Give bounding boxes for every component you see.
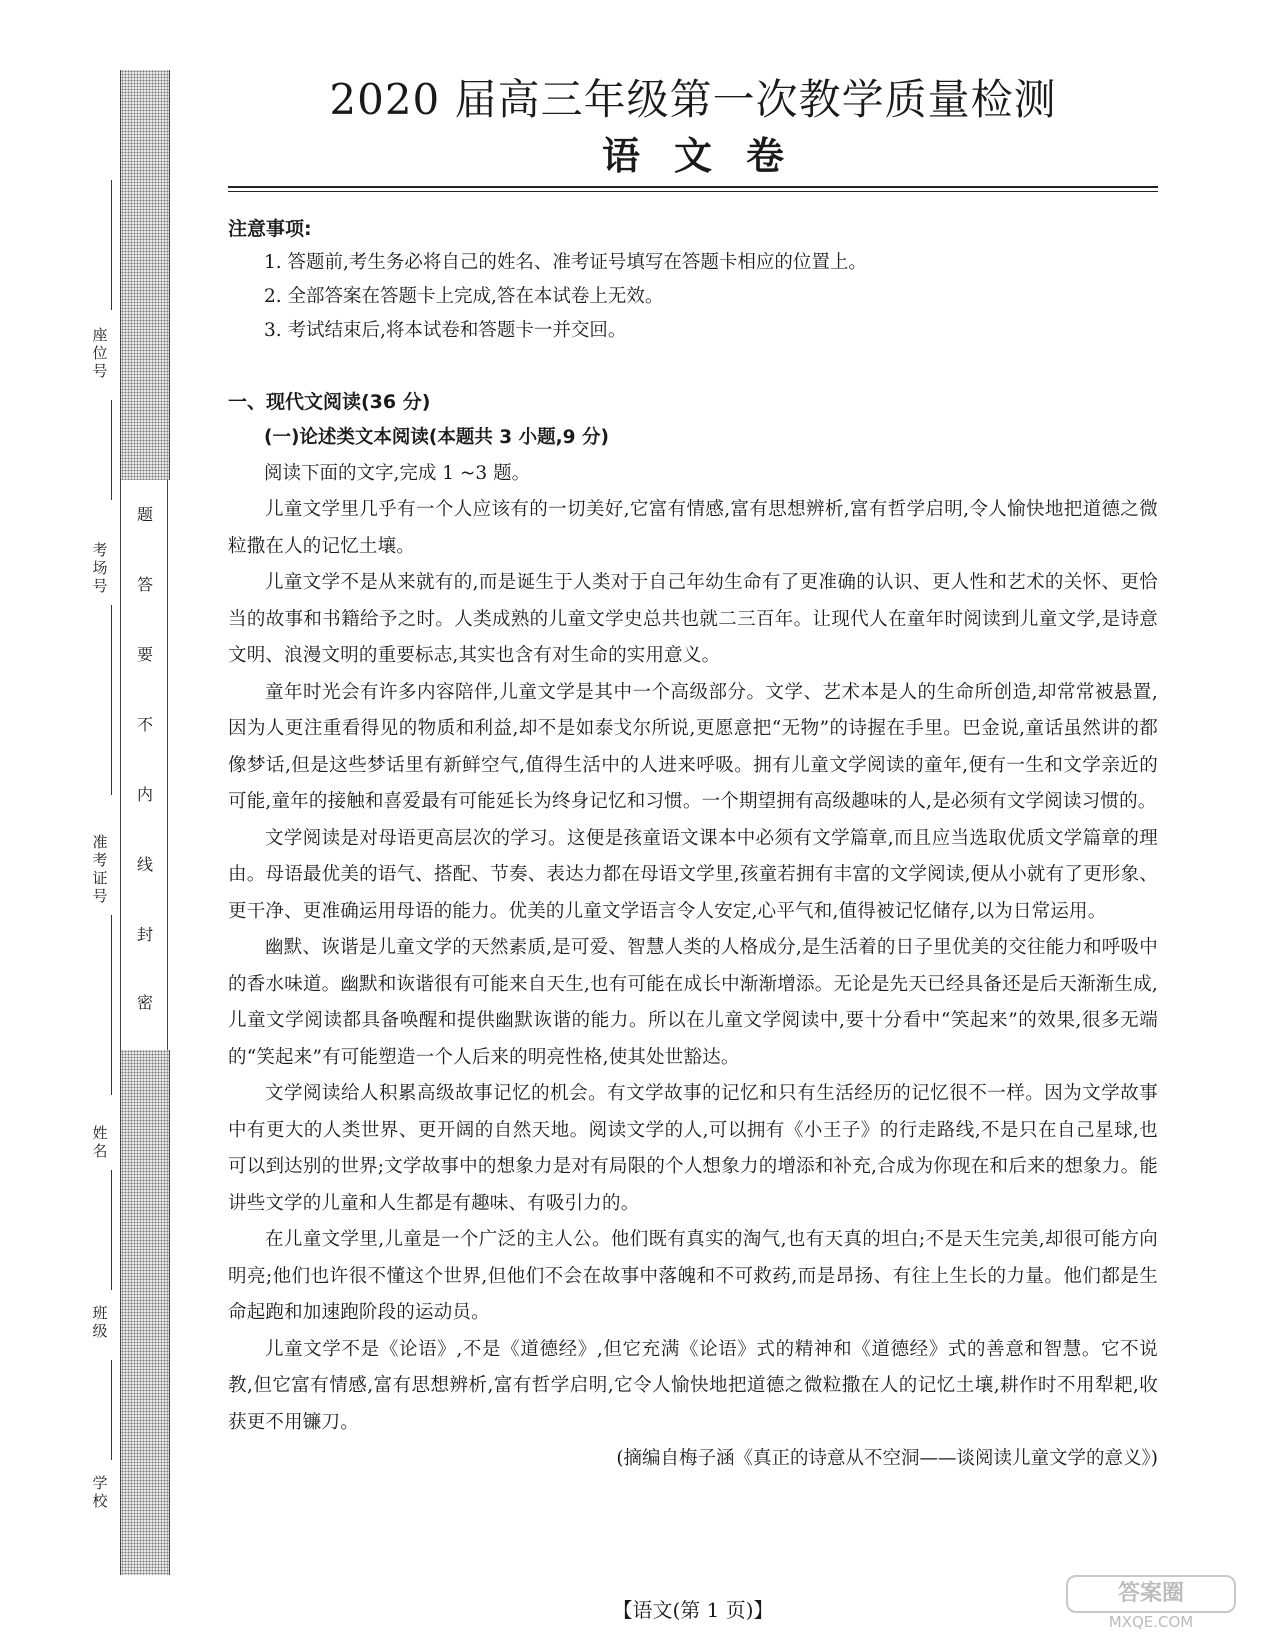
seal-notice-band (120, 480, 168, 1050)
section-title: 一、现代文阅读(36 分) (228, 391, 431, 413)
field-label: 座位号 (92, 326, 108, 380)
passage-paragraph: 文学阅读给人积累高级故事记忆的机会。有文学故事的记忆和只有生活经历的记忆很不一样。因为文学故事中有更大的人类世界、更开阔的自然天地。阅读文学的人,可以拥有《小王子》的行走路线,不是只在自己星球,也可以到达别的世界;文学故事中的想象力是对有局限的个人想象力的增添和补充,合成为你现在和后来的想象力。能讲些文学的儿童和人生都是有趣味、有吸引力的。 (228, 1083, 1158, 1214)
header-rule-thick (228, 186, 1158, 188)
field-underline (111, 1360, 112, 1460)
field-underline (111, 605, 112, 795)
hatched-band-bottom (120, 1050, 170, 1575)
binding-margin-fields (84, 180, 124, 1510)
exam-subtitle: 语文卷 (601, 133, 818, 178)
seal-char: 密 (136, 993, 153, 1012)
seal-char: 线 (136, 855, 153, 874)
notice-item: 2. 全部答案在答题卡上完成,答在本试卷上无效。 (264, 286, 664, 307)
watermark-logo (1066, 1575, 1236, 1635)
seal-char: 内 (136, 785, 153, 804)
seal-char: 要 (136, 645, 153, 664)
passage-paragraph: 幽默、诙谐是儿童文学的天然素质,是可爱、智慧人类的人格成分,是生活着的日子里优美的交往能力和呼吸中的香水味道。幽默和诙谐很有可能来自天生,也有可能在成长中渐渐增添。无论是先天已经具备还是后天渐渐生成,儿童文学阅读都具备唤醒和提供幽默诙谐的能力。所以在儿童文学阅读中,要十分看中“笑起来”的效果,很多无端的“笑起来”有可能塑造一个人后来的明亮性格,使其处世豁达。 (228, 937, 1158, 1068)
watermark-url: MXQE.COM (1108, 1613, 1194, 1631)
school-field[interactable] (84, 1360, 124, 1510)
seal-char: 封 (136, 925, 153, 944)
page-footer: 【语文(第 1 页)】 (612, 1598, 774, 1622)
watermark-logo-text: 答案圈 (1066, 1575, 1236, 1613)
name-field[interactable] (84, 915, 124, 1160)
header-rule-thin (228, 191, 1158, 192)
field-underline (111, 915, 112, 1095)
field-label: 姓名 (92, 1124, 108, 1160)
field-underline (111, 180, 112, 310)
field-underline (111, 1170, 112, 1290)
hatched-band-top (120, 70, 170, 480)
subsection-title: (一)论述类文本阅读(本题共 3 小题,9 分) (264, 427, 609, 448)
binding-strip (120, 70, 168, 1575)
notice-item: 3. 考试结束后,将本试卷和答题卡一并交回。 (264, 320, 627, 341)
seat-number-field[interactable] (84, 180, 124, 380)
exam-title: 2020 届高三年级第一次教学质量检测 (329, 75, 1057, 124)
passage-paragraph: 童年时光会有许多内容陪伴,儿童文学是其中一个高级部分。文学、艺术本是人的生命所创造,却常常被悬置,因为人更注重看得见的物质和利益,却不是如泰戈尔所说,更愿意把“无物”的诗握在手里。巴金说,童话虽然讲的都像梦话,但是这些梦话里有新鲜空气,值得生活中的人进来呼吸。拥有儿童文学阅读的童年,便有一生和文学亲近的可能,童年的接触和喜爱最有可能延长为终身记忆和习惯。一个期望拥有高级趣味的人,是必须有文学阅读习惯的。 (228, 681, 1158, 812)
field-label: 学校 (92, 1474, 108, 1510)
field-label: 准考证号 (92, 833, 108, 905)
field-label: 班级 (92, 1304, 108, 1340)
seal-notice (121, 480, 169, 1050)
exam-content (228, 212, 1158, 1477)
exam-room-field[interactable] (84, 400, 124, 595)
class-field[interactable] (84, 1170, 124, 1340)
seal-char: 不 (136, 715, 153, 734)
reading-instruction: 阅读下面的文字,完成 1 ~3 题。 (264, 463, 531, 484)
notice-item: 1. 答题前,考生务必将自己的姓名、准考证号填写在答题卡相应的位置上。 (264, 252, 867, 273)
admission-number-field[interactable] (84, 605, 124, 905)
passage-paragraph: 儿童文学不是《论语》,不是《道德经》,但它充满《论语》式的精神和《道德经》式的善意和智慧。它不说教,但它富有情感,富有思想辨析,富有哲学启明,它令人愉快地把道德之微粒撒在人的记忆土壤,耕作时不用犁耙,收获更不用镰刀。 (228, 1338, 1158, 1433)
seal-char: 题 (136, 505, 153, 524)
exam-header (228, 72, 1158, 182)
seal-char: 答 (136, 575, 153, 594)
field-underline (111, 400, 112, 500)
passage-paragraph: 文学阅读是对母语更高层次的学习。这便是孩童语文课本中必须有文学篇章,而且应当选取优质文学篇章的理由。母语最优美的语气、搭配、节奏、表达力都在母语文学里,孩童若拥有丰富的文学阅读,便从小就有了更形象、更干净、更准确运用母语的能力。优美的儿童文学语言令人安定,心平气和,值得被记忆储存,以为日常运用。 (228, 827, 1158, 922)
passage-paragraph: 儿童文学里几乎有一个人应该有的一切美好,它富有情感,富有思想辨析,富有哲学启明,令人愉快地把道德之微粒撒在人的记忆土壤。 (228, 499, 1158, 557)
notice-title: 注意事项: (228, 218, 312, 240)
field-label: 考场号 (92, 541, 108, 595)
passage-paragraph: 在儿童文学里,儿童是一个广泛的主人公。他们既有真实的淘气,也有天真的坦白;不是天生完美,却很可能方向明亮;他们也许很不懂这个世界,但他们不会在故事中落魄和不可救药,而是昂扬、有往上生长的力量。他们都是生命起跑和加速跑阶段的运动员。 (228, 1229, 1158, 1323)
passage-paragraph: 儿童文学不是从来就有的,而是诞生于人类对于自己年幼生命有了更准确的认识、更人性和艺术的关怀、更恰当的故事和书籍给予之时。人类成熟的儿童文学史总共也就二三百年。让现代人在童年时阅读到儿童文学,是诗意文明、浪漫文明的重要标志,其实也含有对生命的实用意义。 (228, 572, 1158, 666)
passage-source: (摘编自梅子涵《真正的诗意从不空洞——谈阅读儿童文学的意义》) (616, 1448, 1158, 1469)
